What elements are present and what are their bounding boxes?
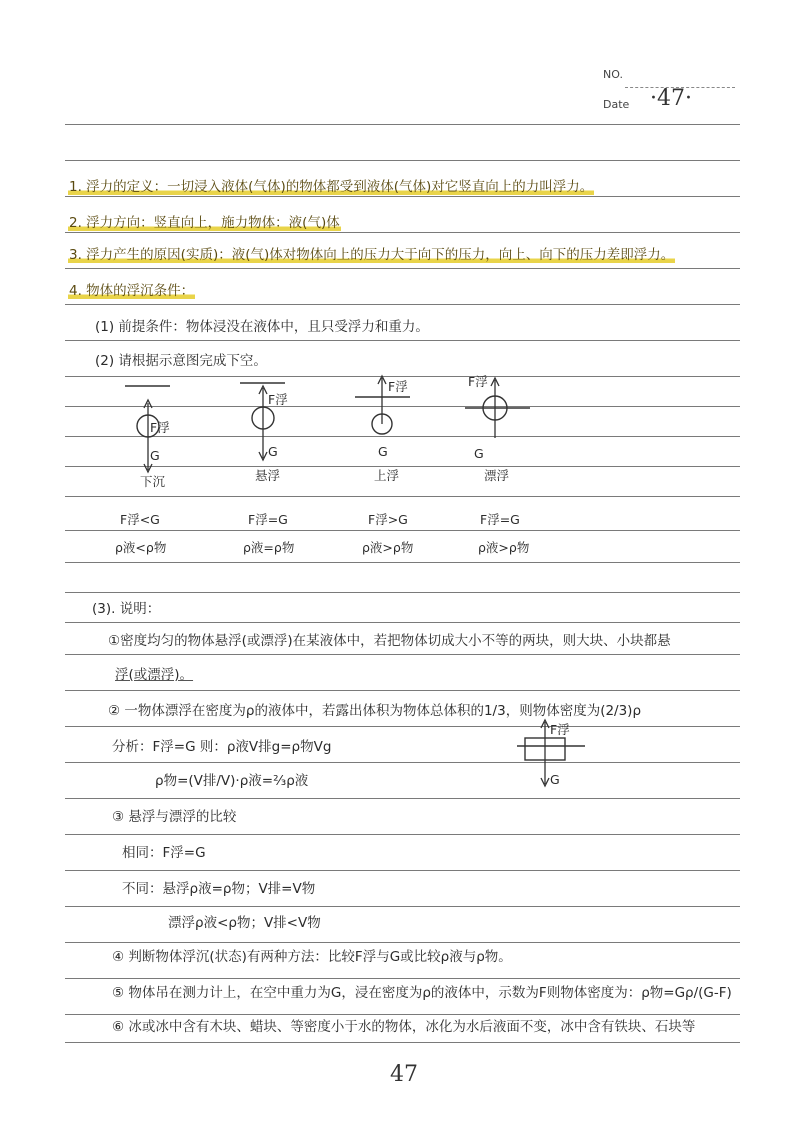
d1-state: 下沉: [140, 474, 166, 489]
item-buoyancy-cause-text: 3. 浮力产生的原因(实质)：液(气)体对物体向上的压力大于向下的压力，向上、向下的压力差即浮力。: [69, 247, 675, 263]
item-buoyancy-direction: [68, 214, 341, 232]
ruled-line: [65, 232, 740, 233]
note-3: ③ 悬浮与漂浮的比较: [112, 809, 237, 825]
note-3-diff-suspend: 不同：悬浮ρ液=ρ物；V排=V物: [122, 881, 316, 897]
item-buoyancy-definition-text: 1. 浮力的定义：一切浸入液体(气体)的物体都受到液体(气体)对它竖直向上的力叫浮力。: [69, 179, 594, 195]
note-5: ⑤ 物体吊在测力计上，在空中重力为G，浸在密度为ρ的液体中，示数为F则物体密度为：ρ物=Gρ/(G-F): [112, 985, 732, 1001]
item-buoyancy-definition: [68, 178, 594, 196]
ruled-line: [65, 124, 740, 125]
note-2-result: ρ物=(V排/V)·ρ液=⅔ρ液: [155, 773, 309, 789]
note-2: ② 一物体漂浮在密度为ρ的液体中，若露出体积为物体总体积的1/3，则物体密度为(2/3)ρ: [108, 703, 642, 719]
note-1b: 浮(或漂浮)。: [115, 667, 194, 683]
ruled-line: [65, 196, 740, 197]
diagram-rise: [350, 372, 420, 442]
d1-force-relation: F浮<G: [120, 512, 160, 527]
item-buoyancy-direction-text: 2. 浮力方向：竖直向上，施力物体：液(气)体: [69, 215, 340, 231]
d4-force-down: G: [474, 446, 484, 461]
note-3-diff-float: 漂浮ρ液<ρ物；V排<V物: [168, 915, 321, 931]
d2-force-down: G: [268, 444, 278, 459]
d4-force-up: F浮: [468, 374, 488, 389]
ruled-line: [65, 690, 740, 691]
note-1a: ①密度均匀的物体悬浮(或漂浮)在某液体中，若把物体切成大小不等的两块，则大块、小块都悬: [108, 633, 671, 649]
ruled-line: [65, 1014, 740, 1015]
n2-force-up: F浮: [550, 722, 570, 737]
d4-force-relation: F浮=G: [480, 512, 520, 527]
date-value: ·47·: [650, 86, 692, 111]
item-float-sink-conditions: [68, 282, 195, 300]
condition-premise: (1) 前提条件：物体浸没在液体中，且只受浮力和重力。: [95, 319, 429, 335]
d4-state: 漂浮: [484, 468, 510, 483]
ruled-line: [65, 762, 740, 763]
d1-force-up: F浮: [150, 420, 170, 435]
ruled-line: [65, 654, 740, 655]
ruled-line: [65, 622, 740, 623]
ruled-line: [65, 798, 740, 799]
d1-density-relation: ρ液<ρ物: [115, 540, 167, 555]
d2-force-relation: F浮=G: [248, 512, 288, 527]
ruled-line: [65, 160, 740, 161]
ruled-line: [65, 496, 740, 497]
ruled-line: [65, 870, 740, 871]
item-float-sink-conditions-text: 4. 物体的浮沉条件：: [69, 283, 195, 299]
d3-force-relation: F浮>G: [368, 512, 408, 527]
ruled-line: [65, 530, 740, 531]
d3-density-relation: ρ液>ρ物: [362, 540, 414, 555]
no-label: NO.: [603, 68, 623, 81]
note-2-analysis: 分析：F浮=G 则：ρ液V排g=ρ物Vg: [112, 739, 332, 755]
note-4: ④ 判断物体浮沉(状态)有两种方法：比较F浮与G或比较ρ液与ρ物。: [112, 949, 512, 965]
d2-force-up: F浮: [268, 392, 288, 407]
ruled-line: [65, 268, 740, 269]
ruled-line: [65, 562, 740, 563]
n2-force-down: G: [550, 772, 560, 787]
date-label: Date: [603, 98, 630, 111]
page-number: 47: [390, 1062, 418, 1087]
d3-force-down: G: [378, 444, 388, 459]
item-buoyancy-cause: [68, 246, 675, 264]
ruled-line: [65, 726, 740, 727]
d3-force-up: F浮: [388, 379, 408, 394]
ruled-line: [65, 592, 740, 593]
ruled-line: [65, 978, 740, 979]
ruled-line: [65, 1042, 740, 1043]
note-6: ⑥ 冰或冰中含有木块、蜡块、等密度小于水的物体，冰化为水后液面不变，冰中含有铁块、石块等: [112, 1019, 696, 1035]
ruled-line: [65, 942, 740, 943]
ruled-line: [65, 304, 740, 305]
d2-state: 悬浮: [255, 468, 281, 483]
note-3-same: 相同：F浮=G: [122, 845, 206, 861]
ruled-line: [65, 834, 740, 835]
d1-force-down: G: [150, 448, 160, 463]
condition-diagram-prompt: (2) 请根据示意图完成下空。: [95, 353, 267, 369]
d4-density-relation: ρ液>ρ物: [478, 540, 530, 555]
ruled-line: [65, 906, 740, 907]
notes-title: (3). 说明：: [92, 601, 161, 617]
d3-state: 上浮: [374, 468, 400, 483]
d2-density-relation: ρ液=ρ物: [243, 540, 295, 555]
ruled-line: [65, 340, 740, 341]
